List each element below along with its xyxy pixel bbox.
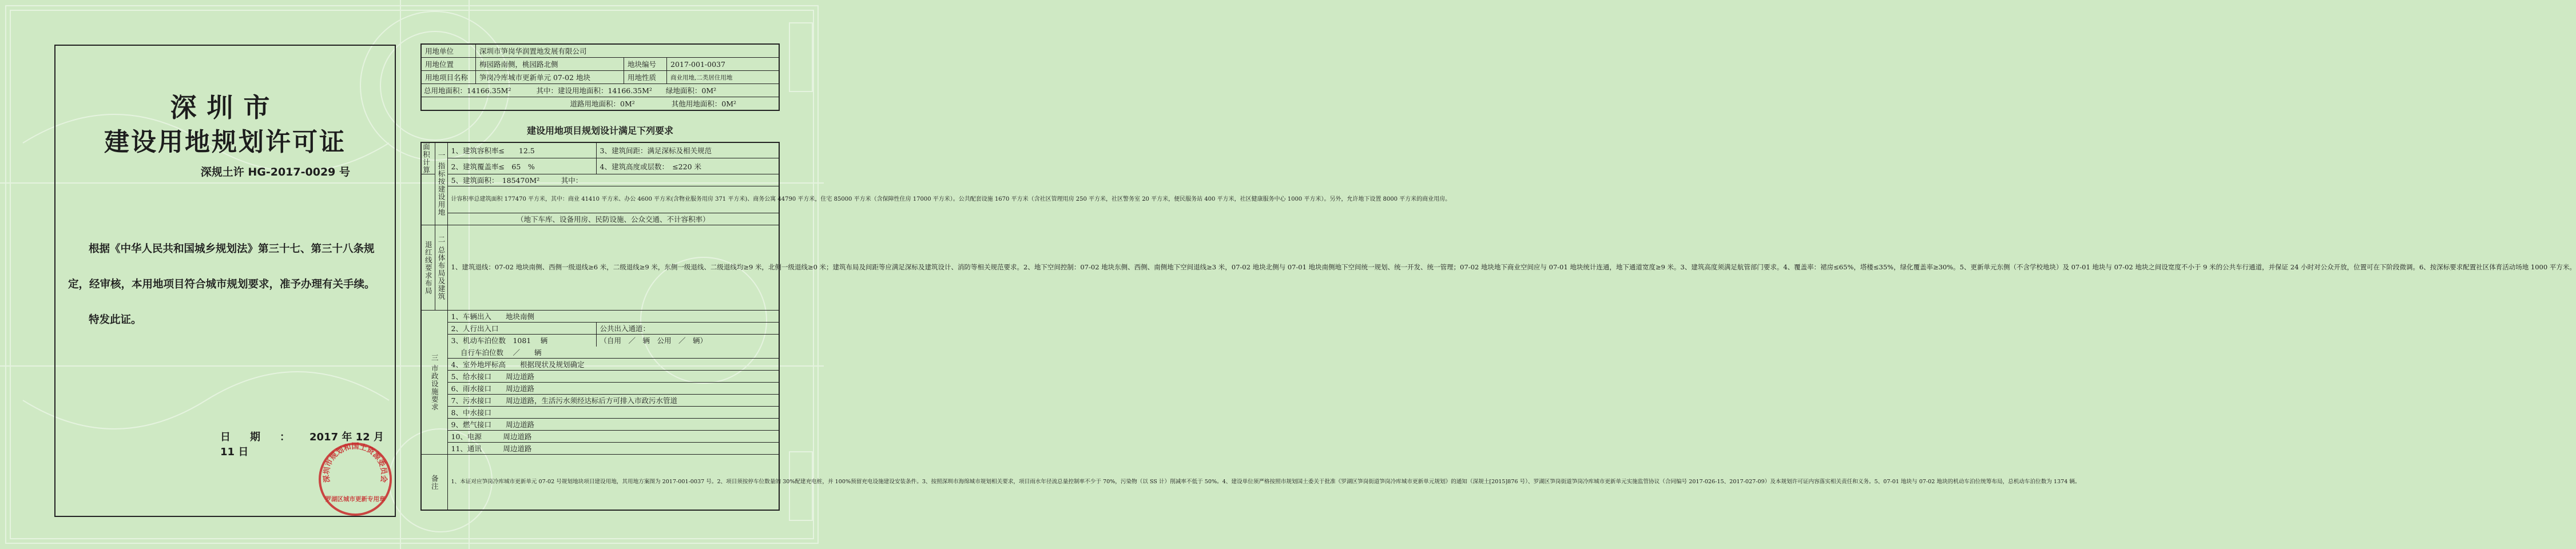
permit-number: 深规土许 HG-2017-0029 号 [200, 166, 350, 178]
build-area: 建设用地面积：14166.35M² [557, 86, 652, 95]
plot-no-value: 2017-001-0037 [667, 58, 780, 71]
area-row [421, 84, 779, 97]
seal-center-text: 罗湖区城市更新专用章 [325, 496, 386, 503]
certificate-title: 建设用地规划许可证 [104, 128, 346, 157]
section1-side-a: 面积计算 [421, 142, 435, 174]
section2-side-b: 二 总体布局及建筑 [435, 225, 447, 311]
land-info-table [420, 43, 780, 111]
reclaimed-water: 8、中水接口 [447, 407, 779, 419]
total-area: 总用地面积：14166.35M² [424, 86, 511, 95]
of-which-label: 其中： [536, 86, 558, 95]
ground-elevation: 4、室外地坪标高 根据现状及规划确定 [447, 359, 779, 371]
notes-text: 1、本证对应笋岗冷库城市更新单元 07-02 号规划地块项目建设用地，其用地方案图为 2017-001-0037 号。2、项目须按停车位数量的 30%配建充电桩，并 100%预留充电设施建设安装条件。3、按照深圳市海绵城市规划相关要求，项目雨水年径流总量控制率不少于 70%，污染物（以 SS 计）削减率不低于 50%。4、建设单位须严格按照市规划国土委关于批准《罗湖区笋岗街道笋岗冷库城市更新单元规划》的通知（深规土[2015]876 号）、罗湖区笋岗街道笋岗冷库城市更新单元实施监管协议（合同编号 2017-026-15、2017-027-09）及本规划许可证内容落实相关责任和义务。5、07-01 地块与 07-02 地块的机动车泊位统筹布局，总机动车泊位数为 1374 辆。 [447, 455, 779, 511]
nature-value: 商业用地,二类居住用地 [667, 71, 780, 84]
nature-label: 用地性质 [624, 71, 667, 84]
green-area: 绿地面积：0M² [665, 86, 717, 95]
svg-text:深圳市规划和国土资源委员会 [322, 442, 389, 483]
gas: 9、燃气接口 周边道路 [447, 419, 779, 431]
layout-requirements: 1、建筑退线：07-02 地块南侧、西侧一级退线≥6 米，二级退线≥9 米，东侧一级退线、二级退线均≥9 米，北侧一级退线≥0 米；建筑布局及间距等应满足深标及建筑设计、消防等相关规范要求。2、地下空间控制：07-02 地块东侧、西侧、南侧地下空间退线≥3 米，07-02 地块北侧与 07-01 地块南侧地下空间统一规划、统一开发、统一管理；07-02 地块地下商业空间应与 07-01 地块统计连通，地下通道宽度≥9 米。3、建筑高度须满足航管部门要求。4、覆盖率：裙房≤65%，塔楼≤35%，绿化覆盖率≥30%。5、更新单元东侧（不含学校地块）及 07-01 地块与 07-02 地块之间设宽度不小于 9 米的公共车行通道，并保证 24 小时对公众开放，位置可在下阶段微调。6、按深标要求配置社区体育活动场地 1000 平方米。 [447, 225, 779, 311]
road-row [421, 97, 779, 111]
height: 4、建筑高度或层数： ≤220 米 [596, 158, 779, 174]
section1-side-b: 一 指标按建设用地 [435, 142, 447, 225]
official-seal [317, 441, 393, 517]
paragraph-3: 特发此证。 [89, 314, 142, 326]
car-parking: 3、机动车泊位数 1081 辆 [447, 335, 596, 347]
seal-ring-text: 深圳市规划和国土资源委员会 [322, 442, 388, 483]
permit-body [68, 232, 387, 338]
date-value: 2017 年 12 月 11 日 [220, 431, 384, 458]
paragraph-1: 根据《中华人民共和国城乡规划法》第三十七、第三十八条规 [89, 243, 375, 255]
city-title: 深圳市 [170, 92, 280, 123]
vehicle-access: 1、车辆出入 地块南侧 [447, 311, 779, 323]
other-area: 其他用地面积：0M² [671, 100, 736, 108]
permit-left-panel [54, 45, 396, 517]
car-parking-breakdown: （自用 ／ 辆 公用 ／ 辆） [596, 335, 779, 347]
project-label: 用地项目名称 [421, 71, 476, 84]
sewage: 7、污水接口 周边道路，生活污水须经达标后方可排入市政污水管道 [447, 395, 779, 407]
power: 10、电源 周边道路 [447, 431, 779, 443]
telecom: 11、通讯 周边道路 [447, 443, 779, 455]
project-value: 笋岗冷库城市更新单元 07-02 地块 [476, 71, 624, 84]
paragraph-2: 定，经审核，本用地项目符合城市规划要求，准予办理有关手续。 [68, 279, 375, 291]
floor-area: 5、建筑面积： 185470M² 其中： [447, 174, 779, 186]
public-access: 公共出入通道： [596, 323, 779, 335]
bicycle-parking: 自行车泊位数 ／ 辆 [447, 347, 779, 359]
unit-value: 深圳市笋岗华润置地发展有限公司 [476, 44, 780, 58]
location-value: 梅园路南侧，桃园路北侧 [476, 58, 624, 71]
water-supply: 5、给水接口 周边道路 [447, 371, 779, 383]
date-label: 日期： [220, 431, 309, 443]
section2-side-a: 退红线要求布局 [421, 225, 435, 311]
notes-side: 备注 [421, 455, 447, 511]
section3-side: 三 市政设施要求 [421, 311, 447, 455]
excluded-note: （地下车库、设备用房、民防设施、公众交通、不计容积率） [447, 213, 779, 225]
coverage: 2、建筑覆盖率≤ 65 % [447, 158, 596, 174]
far: 1、建筑容积率≤ 12.5 [447, 142, 596, 158]
spacing: 3、建筑间距：满足深标及相关规范 [596, 142, 779, 158]
section1-side-a-spacer [421, 174, 435, 225]
requirements-table [420, 142, 2576, 511]
unit-label: 用地单位 [421, 44, 476, 58]
rainwater: 6、雨水接口 周边道路 [447, 383, 779, 395]
plot-no-label: 地块编号 [624, 58, 667, 71]
floor-area-detail: 计容积率总建筑面积 177470 平方米，其中：商业 41410 平方米、办公 4600 平方米(含物业服务用房 371 平方米)、商务公寓 44790 平方米，住宅 85000 平方米（含保障性住房 17000 平方米）。公共配套设施 1670 平方米（含社区管理用房 250 平方米，社区警务室 20 平方米，便民服务站 400 平方米，社区健康服务中心 1000 平方米）。另外，允许地下设置 8000 平方米的商业用房。 [447, 186, 779, 213]
road-area: 道路用地面积：0M² [570, 100, 635, 108]
pedestrian-access: 2、人行出入口 [447, 323, 596, 335]
requirements-title: 建设用地项目规划设计满足下列要求 [526, 125, 673, 136]
location-label: 用地位置 [421, 58, 476, 71]
